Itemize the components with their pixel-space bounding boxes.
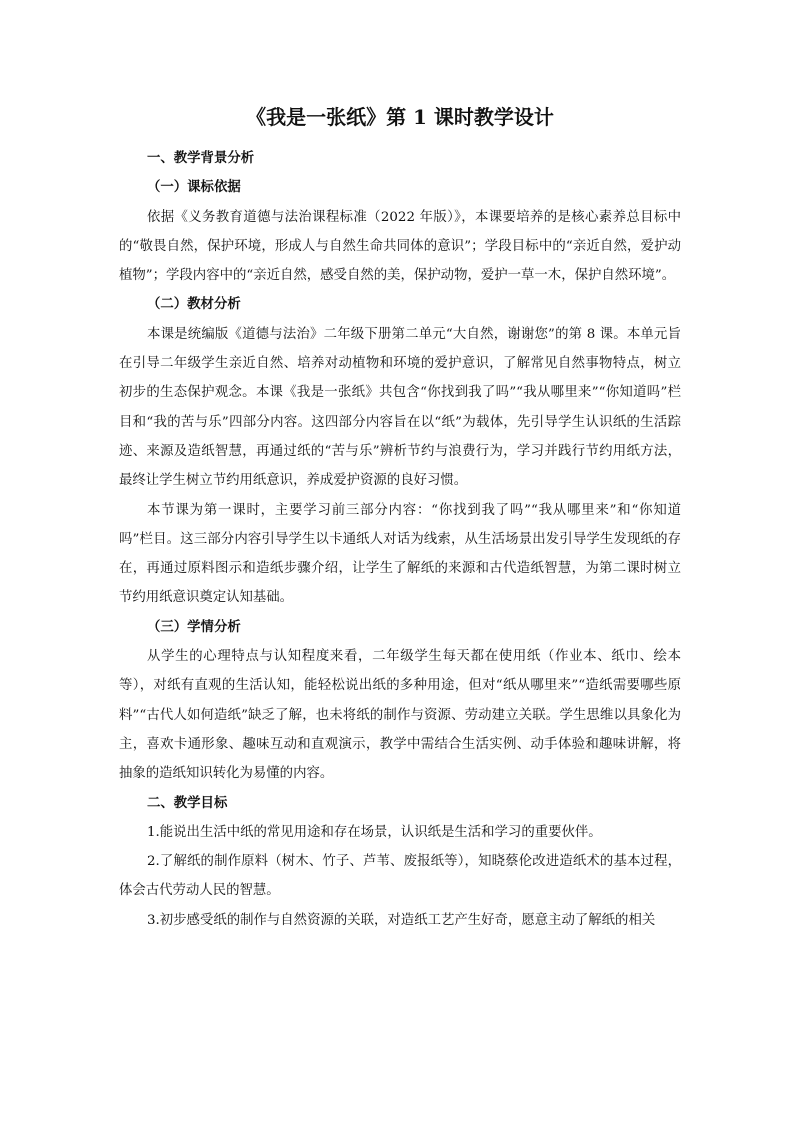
section-heading-background: 一、教学背景分析 (147, 150, 255, 166)
textbook-paragraph-2: 本节课为第一课时，主要学习前三部分内容：“你找到我了吗”“我从哪里来”和“你知道吗”栏目。这三部分内容引导学生以卡通纸人对话为线索，从生活场景出发引导学生发现纸的存在，再通过原料图示和造纸步骤介绍，让学生了解纸的来源和古代造纸智慧，为第二课时树立节约用纸意识奠定认知基础。 (119, 502, 681, 606)
curriculum-paragraph: 依据《义务教育道德与法治课程标准（2022 年版）》，本课要培养的是核心素养总目标中的“敬畏自然，保护环境，形成人与自然生命共同体的意识”；学段目标中的“亲近自然，爱护动植物”；学段内容中的“亲近自然，感受自然的美，保护动物，爱护一草一木，保护自然环境”。 (119, 209, 681, 284)
document-body (119, 100, 681, 935)
textbook-paragraph-1: 本课是统编版《道德与法治》二年级下册第二单元“大自然，谢谢您”的第 8 课。本单元旨在引导二年级学生亲近自然、培养对动植物和环境的爱护意识，了解常见自然事物特点，树立初步的生态保护观念。本课《我是一张纸》共包含“你找到我了吗”“我从哪里来”“你知道吗”栏目和“我的苦与乐”四部分内容。这四部分内容旨在以“纸”为载体，先引导学生认识纸的生活踪迹、来源及造纸智慧，再通过纸的“苦与乐”辨析节约与浪费行为，学习并践行节约用纸方法，最终让学生树立节约用纸意识，养成爱护资源的良好习惯。 (119, 326, 681, 489)
subsection-heading-learners: （三）学情分析 (147, 618, 241, 635)
objective-item-3: 3.初步感受纸的制作与自然资源的关联，对造纸工艺产生好奇，愿意主动了解纸的相关 (147, 912, 656, 928)
objective-item-1: 1.能说出生活中纸的常见用途和存在场景，认识纸是生活和学习的重要伙伴。 (147, 824, 602, 840)
objective-item-2: 2.了解纸的制作原料（树木、竹子、芦苇、废报纸等），知晓蔡伦改进造纸术的基本过程，体会古代劳动人民的智慧。 (119, 854, 681, 899)
document-title: 《我是一张纸》第 1 课时教学设计 (246, 105, 554, 129)
section-heading-objectives: 二、教学目标 (147, 794, 228, 811)
learners-paragraph: 从学生的心理特点与认知程度来看，二年级学生每天都在使用纸（作业本、纸巾、绘本等），对纸有直观的生活认知，能轻松说出纸的多种用途，但对“纸从哪里来”“造纸需要哪些原料”“古代人如何造纸”缺乏了解，也未将纸的制作与资源、劳动建立关联。学生思维以具象化为主，喜欢卡通形象、趣味互动和直观演示，教学中需结合生活实例、动手体验和趣味讲解，将抽象的造纸知识转化为易懂的内容。 (119, 649, 681, 782)
subsection-heading-textbook: （二）教材分析 (147, 296, 241, 313)
subsection-heading-curriculum: （一）课标依据 (147, 179, 241, 196)
